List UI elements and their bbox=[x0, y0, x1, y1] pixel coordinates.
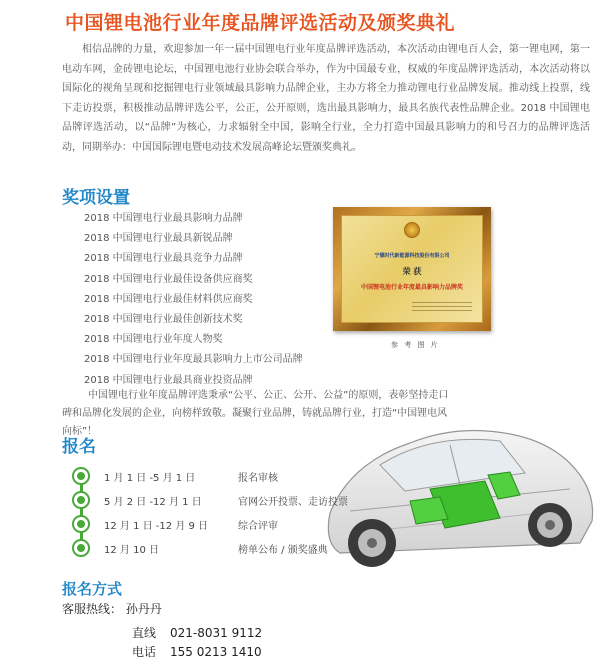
award-item: 2018 中国锂电行业年度最具影响力上市公司品牌 bbox=[84, 354, 303, 366]
phone-label: 电话 bbox=[132, 645, 157, 659]
timeline-dot bbox=[74, 469, 88, 483]
timeline-dot bbox=[74, 541, 88, 555]
timeline-step bbox=[74, 540, 328, 556]
phone-number[interactable]: 021-8031 9112 bbox=[170, 626, 263, 640]
plaque-rong: 荣 获 bbox=[402, 267, 422, 276]
timeline-date: 1 月 1 日 -5 月 1 日 bbox=[104, 472, 196, 484]
phone-label: 直线 bbox=[132, 626, 157, 640]
timeline-step bbox=[74, 516, 278, 532]
timeline-dot bbox=[74, 493, 88, 507]
timeline-dot bbox=[74, 517, 88, 531]
award-item: 2018 中国锂电行业最具竞争力品牌 bbox=[84, 253, 243, 265]
signup-method-heading: 报名方式 bbox=[62, 580, 123, 598]
signup-heading: 报名 bbox=[62, 437, 96, 457]
intro-paragraph: 相信品牌的力量，欢迎参加一年一届中国锂电行业年度品牌评选活动，本次活动由锂电百人会，第一锂电网，第一电动车网，金砖锂电论坛，中国锂电池行业协会联合举办，作为中国最专业，权威的年度品牌评选活动，本次活动将以国际化的视角呈现和挖掘锂电行业领域最具影响力品牌企业，主办方将全力推动锂电行业品牌发展。推动线上投票，线下走访投票，积极推动品牌评选公平，公正，公开原则，选出最具影响力，最具名族代表性品牌企业。2018 中国锂电品牌评选活动，以“品牌”为核心，力求辐射全中国，影响全行业，全力打造中国最具影响力的和号召力的品牌评选活动，同期举办：中国国际锂电暨电动技术发展高峰论坛暨颁奖典礼。 bbox=[62, 44, 590, 153]
plaque-inner bbox=[341, 215, 483, 323]
award-item: 2018 中国锂电行业最佳材料供应商奖 bbox=[84, 293, 253, 305]
phone-direct-row bbox=[132, 624, 262, 641]
award-item: 2018 中国锂电行业最佳创新技术奖 bbox=[84, 313, 243, 325]
timeline-date: 5 月 2 日 -12 月 1 日 bbox=[104, 496, 202, 508]
timeline-label: 榜单公布 / 颁奖盛典 bbox=[238, 544, 328, 556]
principle-paragraph: 中国锂电行业年度品牌评选秉承“公平、公正、公开、公益”的原则，表彰坚持走口碑和品牌化发展的企业，向榜样致敬。凝聚行业品牌，铸就品牌行业，打造“中国锂电风向标”！ bbox=[62, 390, 449, 437]
phone-number[interactable]: 155 0213 1410 bbox=[170, 645, 262, 659]
timeline-date: 12 月 1 日 -12 月 9 日 bbox=[104, 520, 209, 532]
front-wheel bbox=[348, 519, 396, 567]
timeline-step bbox=[74, 492, 348, 508]
timeline-label: 综合评审 bbox=[238, 520, 278, 532]
phone-mobile-row bbox=[132, 643, 262, 660]
award-item: 2018 中国锂电行业最佳设备供应商奖 bbox=[84, 273, 253, 285]
service-hotline: 客服热线： 孙丹丹 bbox=[62, 602, 162, 616]
awards-heading: 奖项设置 bbox=[62, 188, 130, 208]
plaque-company: 宁德时代新能源科技股份有限公司 bbox=[374, 253, 450, 259]
plaque-caption: 参 考 图 片 bbox=[391, 341, 440, 349]
award-list bbox=[84, 209, 303, 391]
award-item: 2018 中国锂电行业最具影响力品牌 bbox=[84, 213, 243, 224]
plaque-award-name: 中国锂电池行业年度最具影响力品牌奖 bbox=[360, 284, 463, 291]
timeline-step bbox=[74, 468, 278, 484]
timeline-date: 12 月 10 日 bbox=[104, 544, 159, 556]
page-title: 中国锂电池行业年度品牌评选活动及颁奖典礼 bbox=[65, 12, 456, 34]
plaque-fine-print bbox=[412, 302, 472, 314]
rear-wheel bbox=[528, 503, 572, 547]
timeline-label: 报名审核 bbox=[238, 472, 278, 484]
timeline-label: 官网公开投票、走访投票 bbox=[238, 496, 348, 508]
award-item: 2018 中国锂电行业最具商业投资品牌 bbox=[84, 374, 253, 386]
award-item: 2018 中国锂电行业年度人物奖 bbox=[84, 334, 223, 346]
car-chassis-illustration bbox=[310, 393, 600, 583]
award-plaque-image bbox=[333, 207, 491, 331]
award-item: 2018 中国锂电行业最具新锐品牌 bbox=[84, 233, 233, 245]
timeline-line bbox=[80, 476, 83, 550]
plaque-logo-icon bbox=[404, 222, 420, 238]
